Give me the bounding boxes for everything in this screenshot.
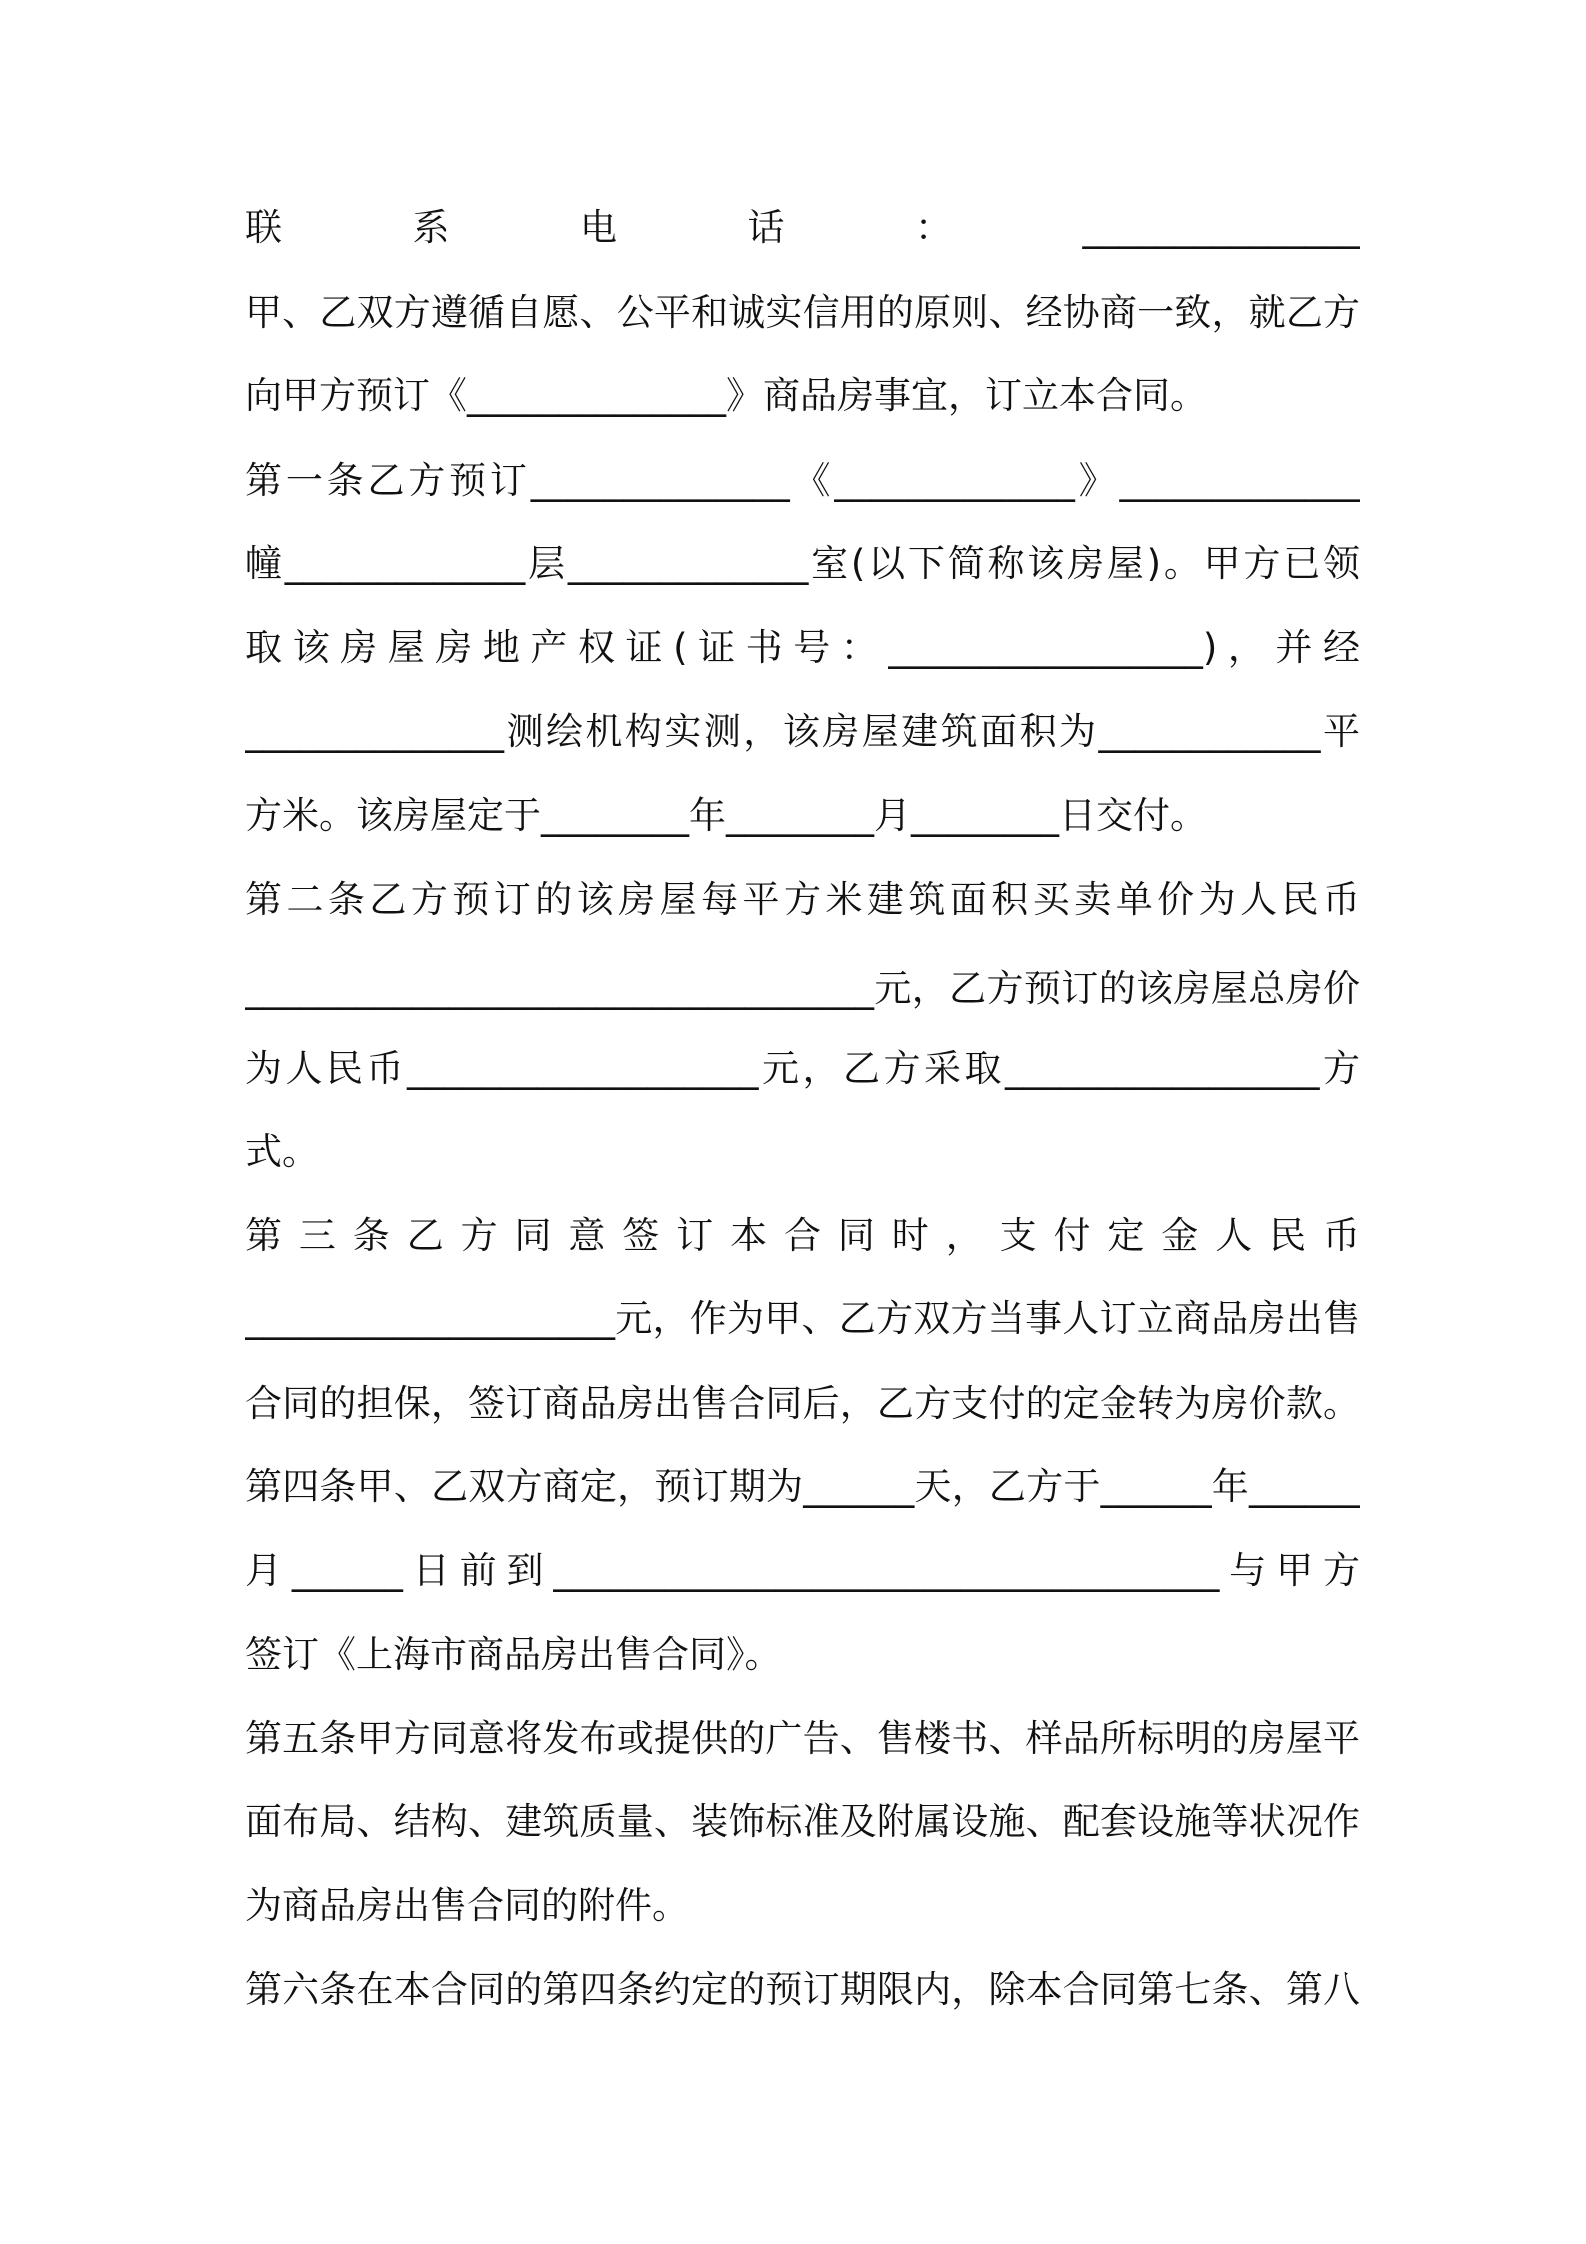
article-3-line: ____________________元，作为甲、乙方双方当事人订立商品房出售 [245,1297,1360,1340]
article-5-line: 面布局、结构、建筑质量、装饰标准及附属设施、配套设施等状况作 [245,1800,1360,1843]
article-3-line: 第三条乙方同意签订本合同时，支付定金人民币 [245,1214,1360,1257]
article-1-line: 第一条乙方预订______________《_____________》_____________ [245,459,1360,502]
article-2-line: __________________________________元，乙方预订的该房屋总房价 [245,967,1360,1010]
article-1-line: 幢_____________层_____________室(以下简称该房屋)。甲方已领 [245,542,1360,585]
article-2-line: 第二条乙方预订的该房屋每平方米建筑面积买卖单价为人民币 [245,878,1360,921]
article-1-line: ______________测绘机构实测，该房屋建筑面积为____________平 [245,710,1360,753]
article-3-line: 合同的担保，签订商品房出售合同后，乙方支付的定金转为房价款。 [245,1382,1360,1425]
article-2-line: 为人民币___________________元，乙方采取_________________方 [245,1047,1360,1090]
paragraph-line: 向甲方预订《______________》商品房事宜，订立本合同。 [245,374,1207,417]
article-2-line: 式。 [245,1130,319,1173]
contact-phone-line: 联系电话：_______________ [245,206,1360,249]
article-5-line: 第五条甲方同意将发布或提供的广告、售楼书、样品所标明的房屋平 [245,1717,1360,1760]
article-4-line: 月______日前到____________________________________与甲方 [245,1549,1360,1592]
paragraph-line: 甲、乙双方遵循自愿、公平和诚实信用的原则、经协商一致，就乙方 [245,291,1360,334]
article-6-line: 第六条在本合同的第四条约定的预订期限内，除本合同第七条、第八 [245,1968,1360,2011]
article-1-line: 方米。该房屋定于________年________月________日交付。 [245,794,1207,837]
article-1-line: 取该房屋房地产权证(证书号：_________________)，并经 [245,626,1360,669]
article-5-line: 为商品房出售合同的附件。 [245,1884,689,1927]
article-4-line: 第四条甲、乙双方商定，预订期为______天，乙方于______年______ [245,1465,1360,1508]
article-4-line: 签订《上海市商品房出售合同》。 [245,1633,782,1676]
